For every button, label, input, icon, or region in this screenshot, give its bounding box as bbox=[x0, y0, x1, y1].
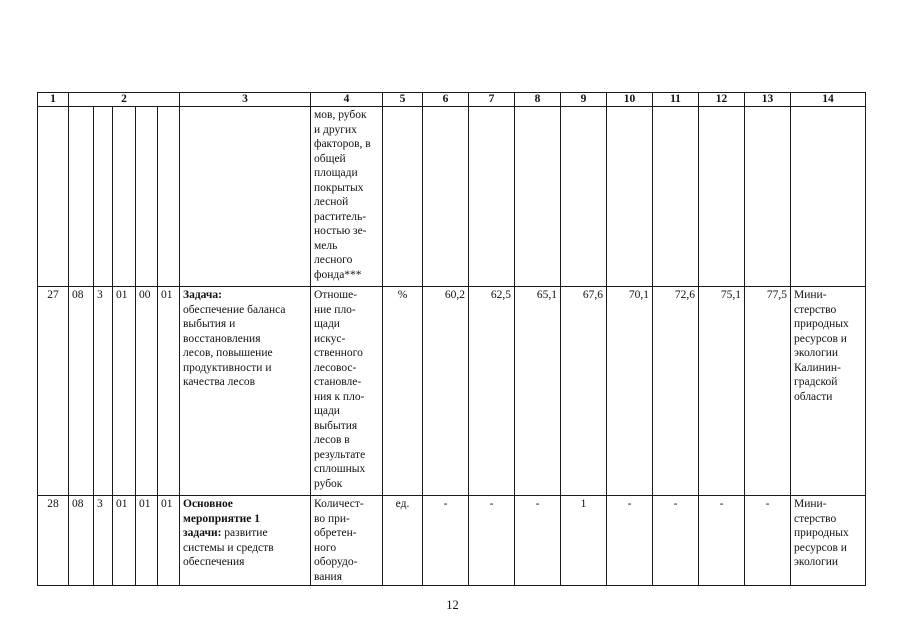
cell-value bbox=[699, 107, 745, 287]
cell-code: 01 bbox=[158, 287, 180, 496]
cell-code bbox=[113, 107, 136, 287]
indicator-line: становле- bbox=[314, 376, 362, 388]
cell-executor bbox=[791, 496, 866, 586]
executor-line: Мини- bbox=[794, 289, 827, 301]
cell-name bbox=[180, 496, 311, 586]
executor-line: Мини- bbox=[794, 498, 827, 510]
indicator-line: ния к пло- bbox=[314, 390, 365, 403]
executor-line: Калинин- bbox=[794, 361, 841, 374]
cell-value: - bbox=[745, 496, 791, 586]
header-col-10: 10 bbox=[607, 93, 653, 107]
indicator-line: обретен- bbox=[314, 527, 357, 539]
indicators-table bbox=[37, 92, 866, 586]
indicator-line: вания bbox=[314, 570, 342, 583]
cell-code: 01 bbox=[113, 496, 136, 586]
cell-value bbox=[469, 107, 515, 287]
executor-line: стерство bbox=[794, 512, 837, 525]
table-row bbox=[38, 107, 866, 287]
header-col-4: 4 bbox=[311, 93, 383, 107]
cell-value: 72,6 bbox=[653, 287, 699, 496]
cell-value: - bbox=[699, 496, 745, 586]
cell-value bbox=[607, 107, 653, 287]
executor-line: природных bbox=[794, 318, 849, 330]
indicator-line: покрытых bbox=[314, 181, 364, 194]
cell-code: 01 bbox=[158, 496, 180, 586]
cell-value bbox=[515, 107, 561, 287]
name-line: лесов, повышение bbox=[183, 347, 273, 359]
indicator-line: во при- bbox=[314, 512, 350, 525]
cell-value: 77,5 bbox=[745, 287, 791, 496]
header-col-7: 7 bbox=[469, 93, 515, 107]
event-label: мероприятие 1 bbox=[183, 512, 260, 525]
page-number: 12 bbox=[446, 598, 459, 612]
indicator-line: ностью зе- bbox=[314, 225, 367, 237]
indicator-line: оборудо- bbox=[314, 556, 358, 568]
indicator-line: мель bbox=[314, 239, 338, 252]
cell-indicator bbox=[311, 496, 383, 586]
name-line: продуктивности и bbox=[183, 361, 272, 374]
cell-value: - bbox=[423, 496, 469, 586]
indicator-line: рубок bbox=[314, 477, 343, 490]
cell-code bbox=[136, 107, 158, 287]
cell-value: - bbox=[607, 496, 653, 586]
indicator-line: лесов в bbox=[314, 434, 350, 446]
name-line: системы и средств bbox=[183, 541, 274, 554]
cell-value bbox=[423, 107, 469, 287]
cell-code: 3 bbox=[94, 287, 113, 496]
indicator-line: раститель- bbox=[314, 210, 367, 223]
name-line: качества лесов bbox=[183, 376, 256, 388]
table-row bbox=[38, 496, 866, 586]
cell-name bbox=[180, 107, 311, 287]
indicator-line: щади bbox=[314, 405, 340, 417]
cell-value: 75,1 bbox=[699, 287, 745, 496]
cell-code: 08 bbox=[69, 496, 94, 586]
cell-value: - bbox=[653, 496, 699, 586]
cell-value: 60,2 bbox=[423, 287, 469, 496]
table-row bbox=[38, 287, 866, 496]
header-col-9: 9 bbox=[561, 93, 607, 107]
cell-value bbox=[653, 107, 699, 287]
header-col-8: 8 bbox=[515, 93, 561, 107]
cell-num: 28 bbox=[38, 496, 69, 586]
cell-indicator bbox=[311, 107, 383, 287]
indicator-line: лесной bbox=[314, 196, 349, 208]
cell-value: 70,1 bbox=[607, 287, 653, 496]
cell-value: - bbox=[469, 496, 515, 586]
cell-unit: ед. bbox=[383, 496, 423, 586]
executor-line: ресурсов и bbox=[794, 332, 847, 345]
header-col-3: 3 bbox=[180, 93, 311, 107]
cell-code: 08 bbox=[69, 287, 94, 496]
indicator-line: факторов, в bbox=[314, 138, 371, 150]
indicator-line: Количест- bbox=[314, 498, 364, 510]
indicator-line: площади bbox=[314, 167, 358, 179]
cell-code bbox=[69, 107, 94, 287]
indicator-line: и других bbox=[314, 123, 357, 136]
cell-value bbox=[745, 107, 791, 287]
executor-line: стерство bbox=[794, 303, 837, 316]
executor-line: ресурсов и bbox=[794, 541, 847, 554]
cell-code bbox=[94, 107, 113, 287]
header-col-13: 13 bbox=[745, 93, 791, 107]
cell-num bbox=[38, 107, 69, 287]
header-col-6: 6 bbox=[423, 93, 469, 107]
executor-line: экологии bbox=[794, 556, 839, 568]
cell-value: 1 bbox=[561, 496, 607, 586]
cell-indicator bbox=[311, 287, 383, 496]
indicator-line: ного bbox=[314, 541, 337, 554]
indicator-line: лесного bbox=[314, 254, 353, 266]
indicator-line: мов, рубок bbox=[314, 109, 367, 121]
executor-line: природных bbox=[794, 527, 849, 539]
header-row bbox=[38, 93, 866, 107]
indicator-line: сплошных bbox=[314, 463, 366, 475]
cell-value: 62,5 bbox=[469, 287, 515, 496]
header-col-14: 14 bbox=[791, 93, 866, 107]
cell-code: 3 bbox=[94, 496, 113, 586]
header-col-11: 11 bbox=[653, 93, 699, 107]
executor-line: экологии bbox=[794, 347, 839, 359]
cell-code: 00 bbox=[136, 287, 158, 496]
executor-line: градской bbox=[794, 376, 838, 388]
event-label: Основное bbox=[183, 498, 233, 510]
indicator-line: выбытия bbox=[314, 419, 358, 432]
cell-executor bbox=[791, 107, 866, 287]
indicator-line: общей bbox=[314, 152, 346, 165]
task-label: Задача: bbox=[183, 289, 222, 301]
cell-code: 01 bbox=[136, 496, 158, 586]
header-col-12: 12 bbox=[699, 93, 745, 107]
cell-value: 65,1 bbox=[515, 287, 561, 496]
header-col-1: 1 bbox=[38, 93, 69, 107]
event-label: задачи: bbox=[183, 527, 222, 539]
indicator-line: щади bbox=[314, 318, 340, 330]
cell-value bbox=[561, 107, 607, 287]
cell-unit bbox=[383, 107, 423, 287]
indicator-line: результате bbox=[314, 448, 366, 461]
indicator-line: Отноше- bbox=[314, 289, 358, 301]
name-line: выбытия и bbox=[183, 318, 236, 330]
cell-code: 01 bbox=[113, 287, 136, 496]
header-col-5: 5 bbox=[383, 93, 423, 107]
cell-value: - bbox=[515, 496, 561, 586]
name-line: восстановления bbox=[183, 332, 261, 345]
indicator-line: фонда*** bbox=[314, 268, 362, 281]
name-line: обеспечение баланса bbox=[183, 303, 286, 316]
event-label-line bbox=[183, 526, 307, 541]
cell-value: 67,6 bbox=[561, 287, 607, 496]
indicator-line: ственного bbox=[314, 347, 363, 359]
indicator-line: искус- bbox=[314, 332, 346, 345]
name-tail: развитие bbox=[221, 527, 268, 539]
executor-line: области bbox=[794, 390, 833, 403]
cell-code bbox=[158, 107, 180, 287]
cell-num: 27 bbox=[38, 287, 69, 496]
cell-name bbox=[180, 287, 311, 496]
indicator-line: лесовос- bbox=[314, 361, 357, 374]
header-col-2: 2 bbox=[69, 93, 180, 107]
name-line: обеспечения bbox=[183, 556, 245, 568]
indicator-line: ние пло- bbox=[314, 303, 356, 316]
cell-unit: % bbox=[383, 287, 423, 496]
cell-executor bbox=[791, 287, 866, 496]
